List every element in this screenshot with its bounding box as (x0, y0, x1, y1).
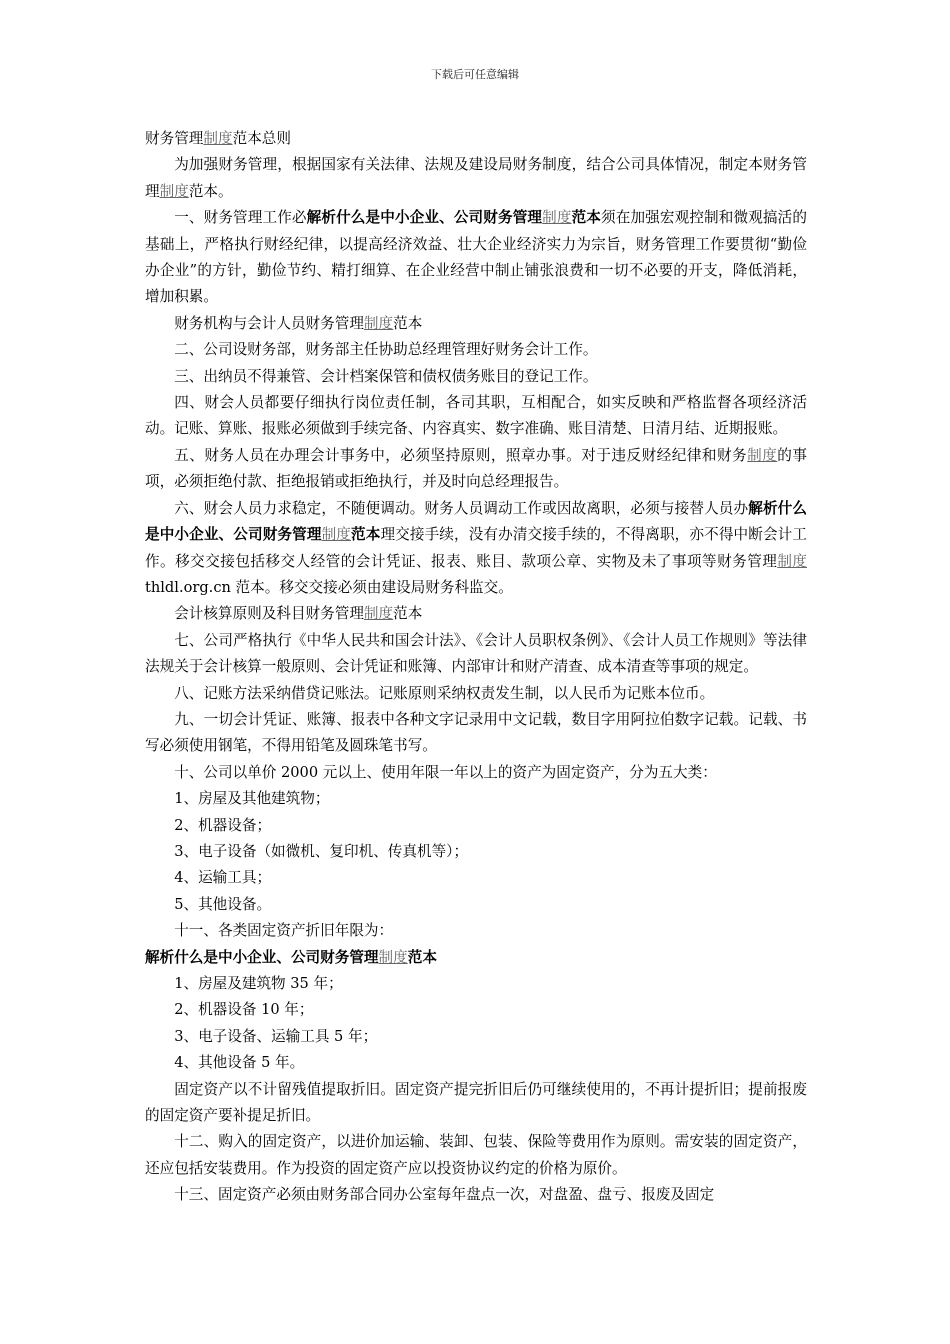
text: 范本总则 (232, 130, 291, 147)
paragraph: 二、公司设财务部，财务部主任协助总经理管理好财务会计工作。 (174, 341, 598, 359)
text: 六、财会人员力求稳定，不随便调动。财务人员调动工作或因故离职，必须与接替人员办 (174, 499, 749, 517)
section-title (145, 311, 807, 337)
section-title (145, 601, 807, 627)
paragraph (145, 152, 807, 205)
paragraph: 固定资产以不计留残值提取折旧。固定资产提完折旧后仍可继续使用的，不再计提折旧；提前报废的固定资产要补提足折旧。 (145, 1080, 807, 1125)
text: 一、财务管理工作必 (174, 209, 307, 227)
bold-text: 解析什么是中小企业、公司财务管理 (145, 499, 807, 544)
list-item: 5、其他设备。 (174, 895, 272, 913)
paragraph (145, 496, 807, 602)
page-header: 下载后可任意编辑 (431, 68, 519, 81)
paragraph: 九、一切会计凭证、账簿、报表中各种文字记录用中文记载，数目字用阿拉伯数字记载。记载、书写必须使用钢笔，不得用铅笔及圆珠笔书写。 (145, 710, 807, 755)
text: 财务机构与会计人员财务管理 (174, 314, 364, 332)
paragraph: 四、财会人员都要仔细执行岗位责任制，各司其职，互相配合，如实反映和严格监督各项经济活动。记账、算账、报账必须做到手续完备、内容真实、数字准确、账目清楚、日清月结、近期报账。 (145, 394, 807, 438)
paragraph: 十三、固定资产必须由财务部合同办公室每年盘点一次，对盘盈、盘亏、报废及固定 (174, 1186, 715, 1204)
paragraph (145, 205, 807, 311)
paragraph: 十二、购入的固定资产，以进价加运输、装卸、包装、保险等费用作为原则。需安装的固定资产，还应包括安装费用。作为投资的固定资产应以投资协议约定的价格为原价。 (145, 1133, 807, 1177)
text: 须在加强宏观控制和微观搞活的基础上，严格执行财经纪律，以提高经济效益、壮大企业经济实力为宗旨，财务管理工作要贯彻“勤俭办企业”的方针，勤俭节约、精打细算、在企业经营中制止铺张浪费和一切不必要的开支，降低消耗，增加积累。 (145, 209, 807, 306)
list-item: 4、其他设备 5 年。 (174, 1054, 305, 1072)
paragraph: 八、记账方法采纳借贷记账法。记账原则采纳权责发生制，以人民币为记账本位币。 (174, 684, 715, 702)
bold-heading (145, 945, 807, 971)
paragraph (145, 443, 807, 496)
paragraph: 十一、各类固定资产折旧年限为： (174, 922, 394, 940)
keyword-link[interactable]: 制度 (777, 552, 807, 570)
list-item: 3、电子设备、运输工具 5 年； (174, 1027, 378, 1045)
bold-text: 范本 (571, 209, 602, 227)
keyword-link[interactable]: 制度 (363, 314, 394, 332)
text: 为加强财务管理，根据国家有关法律、法规及建设局财务制度，结合公司具体情况，制定本财务管理 (145, 156, 807, 200)
list-item: 1、房屋及其他建筑物； (174, 790, 330, 808)
document-body (145, 126, 807, 1209)
text: 范本 (393, 605, 423, 623)
keyword-link[interactable]: 制度 (542, 209, 572, 227)
paragraph: 十、公司以单价 2000 元以上、使用年限一年以上的资产为固定资产，分为五大类： (174, 763, 717, 781)
text: thldl.org.cn 范本。移交交接必须由建设局财务科监交。 (145, 578, 513, 596)
text: 范本 (393, 314, 423, 332)
list-item: 4、运输工具； (174, 869, 272, 887)
bold-text: 解析什么是中小企业、公司财务管理 (306, 209, 543, 227)
keyword-link[interactable]: 制度 (363, 605, 394, 623)
keyword-link[interactable]: 制度 (378, 948, 408, 966)
section-title-general (145, 126, 807, 152)
keyword-link[interactable]: 制度 (321, 526, 351, 544)
text: 财务管理 (145, 130, 204, 147)
text: 五、财务人员在办理会计事务中，必须坚持原则，照章办事。对于违反财经纪律和财务 (174, 446, 748, 464)
text: 理交接手续，没有办清交接手续的，不得离职，亦不得中断会计工作。移交交接包括移交人经管的会计凭证、报表、账目、款项公章、实物及未了事项等财务管理 (145, 526, 807, 570)
paragraph: 七、公司严格执行《中华人民共和国会计法》、《会计人员职权条例》、《会计人员工作规则》等法律法规关于会计核算一般原则、会计凭证和账簿、内部审计和财产清查、成本清查等事项的规定。 (145, 631, 807, 676)
list-item: 3、电子设备（如微机、复印机、传真机等）； (174, 842, 469, 860)
bold-text: 解析什么是中小企业、公司财务管理 (145, 948, 379, 966)
paragraph: 三、出纳员不得兼管、会计档案保管和债权债务账目的登记工作。 (174, 367, 598, 385)
bold-text: 范本 (351, 526, 381, 544)
list-item: 2、机器设备 10 年； (174, 1001, 314, 1019)
text: 范本。 (188, 182, 233, 200)
list-item: 1、房屋及建筑物 35 年； (174, 975, 343, 992)
keyword-link[interactable]: 制度 (747, 446, 778, 464)
text: 的事项，必须拒绝付款、拒绝报销或拒绝执行，并及时向总经理报告。 (145, 446, 807, 491)
keyword-link[interactable]: 制度 (203, 130, 233, 147)
text: 会计核算原则及科目财务管理 (174, 605, 364, 623)
list-item: 2、机器设备； (174, 816, 272, 834)
keyword-link[interactable]: 制度 (159, 182, 189, 200)
bold-text: 范本 (407, 948, 437, 966)
